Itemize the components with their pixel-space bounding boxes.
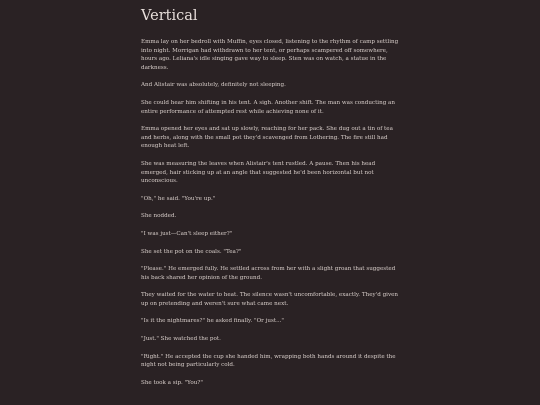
story-paragraph: And Alistair was absolutely, definitely not sleeping. [141,82,286,89]
story-paragraph: She was measuring the leaves when Alistair's tent rustled. A pause. Then his head emerged, hair sticking up at an angle that suggested he'd been horizontal but not unconscious. [141,160,376,185]
story-column [141,6,403,396]
story-paragraph: "Oh," he said. "You're up." [141,195,216,202]
story-paragraph: "Is it the nightmares?" he asked finally. "Or just..." [141,318,285,325]
story-paragraph: Emma lay on her bedroll with Muffin, eyes closed, listening to the rhythm of camp settling into night. Morrigan had withdrawn to her tent, or perhaps scampered off somewhere, hours ago. Leliana's idle singing gave way to sleep. Sten was on watch, a statue in the darkness. [141,39,399,71]
story-paragraph: "Just." She watched the pot. [141,336,221,343]
story-paragraph: "I was just—Can't sleep either?" [141,230,233,237]
story-paragraph: She set the pot on the coals. "Tea?" [141,248,242,255]
story-paragraph: She could hear him shifting in his tent. A sigh. Another shift. The man was conducting an entire performance of attempted rest while achieving none of it. [141,99,395,115]
story-title: Vertical [141,8,198,24]
story-paragraph: They waited for the water to heat. The silence wasn't uncomfortable, exactly. They'd given up on pretending and weren't sure what came next. [141,292,399,307]
story-paragraph: She nodded. [141,213,177,220]
story-paragraph: She took a sip. "You?" [141,379,203,386]
story-paragraph: Emma opened her eyes and sat up slowly, reaching for her pack. She dug out a tin of tea and herbs, along with the small pot they'd scavenged from Lothering. The fire still had enough heat left. [141,126,393,150]
story-paragraph: "Right." He accepted the cup she handed him, wrapping both hands around it despite the night not being particularly cold. [141,353,396,369]
story-paragraph: "Please." He emerged fully. He settled across from her with a slight groan that suggested his back shared her opinion of the ground. [141,266,396,281]
